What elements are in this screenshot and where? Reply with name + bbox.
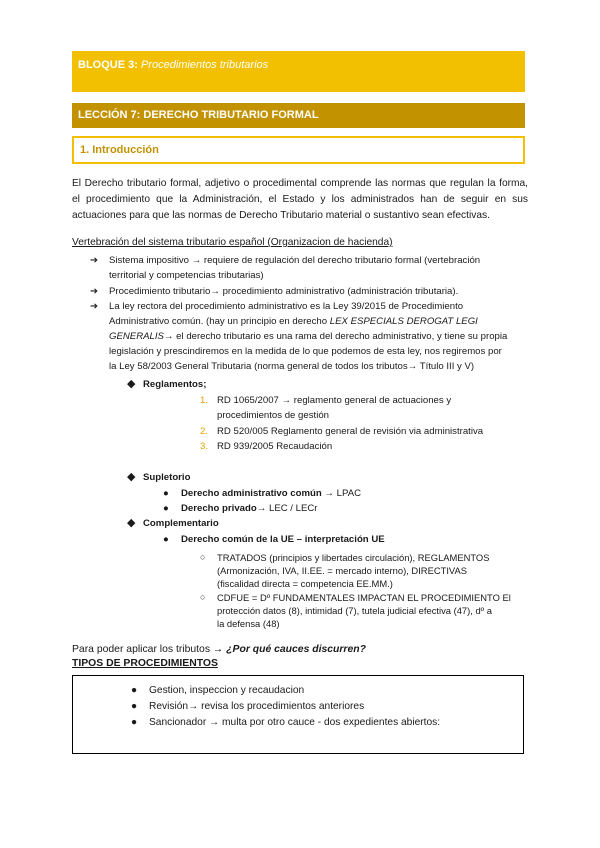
circle-icon: ○ (200, 592, 206, 602)
reglamento-1-num: 1. (200, 395, 209, 406)
supletorio-sub-1-rest: → LPAC (321, 488, 362, 499)
reglamentos-label: Reglamentos; (143, 379, 207, 390)
diamond-icon: ◆ (127, 378, 136, 390)
lesson-banner (72, 103, 525, 128)
arrow-icon: ➔ (90, 286, 99, 297)
bullet-icon: ● (163, 488, 169, 499)
circle-1-line3: (fiscalidad directa = competencia EE.MM.) (217, 578, 393, 589)
complementario-sub-bold: Derecho común de la UE – interpretación UE (181, 534, 385, 545)
ley-line3-post: → el derecho tributario es una rama del derecho administrativo, y tiene su propia (163, 331, 508, 342)
ley-line3-italic: GENERALIS (109, 331, 164, 342)
ley-line1: La ley rectora del procedimiento administrativo es la Ley 39/2015 de Procedimiento (109, 301, 464, 312)
diamond-icon: ◆ (127, 517, 136, 529)
diamond-icon: ◆ (127, 471, 136, 483)
ley-line4: legislación y prescindiremos en la medida de lo que podemos de esta ley, nos regiremos por (109, 346, 502, 357)
question-pre: Para poder aplicar los tributos → (72, 644, 227, 655)
bullet-icon: ● (131, 717, 138, 728)
arrow-item-1-line1: Sistema impositivo → requiere de regulación del derecho tributario formal (vertebración (109, 255, 481, 266)
arrow-icon: ➔ (90, 301, 99, 312)
ley-line2-italic: LEX ESPECIALS DEROGAT LEGI (329, 316, 478, 327)
tipo-item-1-text: Gestion, inspeccion y recaudacion (149, 685, 305, 696)
supletorio-sub-2-rest: → LEC / LECr (256, 503, 318, 514)
reglamento-1-line2: procedimientos de gestión (217, 410, 329, 421)
circle-2-line2: protección datos (8), intimidad (7), tutela judicial efectiva (47), dº a (217, 605, 492, 616)
reglamento-1-line1: RD 1065/2007 → reglamento general de actuaciones y (217, 395, 452, 406)
tipo-item-2-text: Revisión→ revisa los procedimientos anteriores (149, 701, 365, 712)
circle-icon: ○ (200, 552, 206, 562)
supletorio-label: Supletorio (143, 472, 191, 483)
circle-1-line2: (Armonización, IVA, II.EE. = mercado interno), DIRECTIVAS (217, 565, 467, 576)
arrow-item-1-line2: territorial y competencias tributarias) (109, 270, 264, 281)
reglamento-2-num: 2. (200, 426, 209, 437)
bullet-icon: ● (131, 701, 138, 712)
tipos-heading: TIPOS DE PROCEDIMIENTOS (72, 658, 218, 669)
circle-1-line1: TRATADOS (principios y libertades circulación), REGLAMENTOS (217, 552, 490, 563)
ley-line2-pre: Administrativo común. (hay un principio en derecho (109, 316, 330, 327)
tipo-item-3-text: Sancionador → multa por otro cauce - dos expedientes abiertos: (149, 717, 441, 728)
supletorio-sub-1-bold: Derecho administrativo común (181, 488, 322, 499)
supletorio-sub-2-bold: Derecho privado (181, 503, 257, 514)
reglamento-2-line1: RD 520/005 Reglamento general de revisión via administrativa (217, 426, 484, 437)
bullet-icon: ● (163, 534, 169, 545)
ley-line5: la Ley 58/2003 General Tributaria (norma general de todos los tributos→ Título III y V) (109, 361, 475, 372)
section-title: 1. Introducción (80, 144, 159, 156)
intro-paragraph: El Derecho tributario formal, adjetivo o procedimental comprende las normas que regulan la forma, el procedimiento que la Administración, el Estado y los administrados han de seguir en sus actuaciones para que las normas de Derecho Tributario material o sustantivo sean efectivas. (72, 178, 528, 221)
tipos-box (72, 675, 524, 754)
vertebracion-heading: Vertebración del sistema tributario español (Organizacion de hacienda) (72, 237, 393, 248)
block-label: BLOQUE 3: (78, 59, 138, 71)
complementario-label: Complementario (143, 518, 219, 529)
lesson-title: LECCIÓN 7: DERECHO TRIBUTARIO FORMAL (78, 109, 319, 121)
block-banner (72, 51, 525, 92)
arrow-icon: ➔ (90, 255, 99, 266)
bullet-icon: ● (131, 685, 138, 696)
question-line (72, 644, 366, 655)
circle-2-line3: la defensa (48) (217, 618, 280, 629)
bullet-icon: ● (163, 503, 169, 514)
circle-2-line1: CDFUE = Dº FUNDAMENTALES IMPACTAN EL PROCEDIMIENTO El (217, 592, 511, 603)
block-title: Procedimientos tributarios (140, 59, 269, 71)
reglamento-3-line1: RD 939/2005 Recaudación (217, 441, 333, 452)
arrow-item-2-line1: Procedimiento tributario→ procedimiento administrativo (administración tributaria). (109, 286, 459, 297)
reglamento-3-num: 3. (200, 441, 209, 452)
section-banner (72, 136, 525, 164)
question-italic: ¿Por qué cauces discurren? (226, 644, 366, 655)
